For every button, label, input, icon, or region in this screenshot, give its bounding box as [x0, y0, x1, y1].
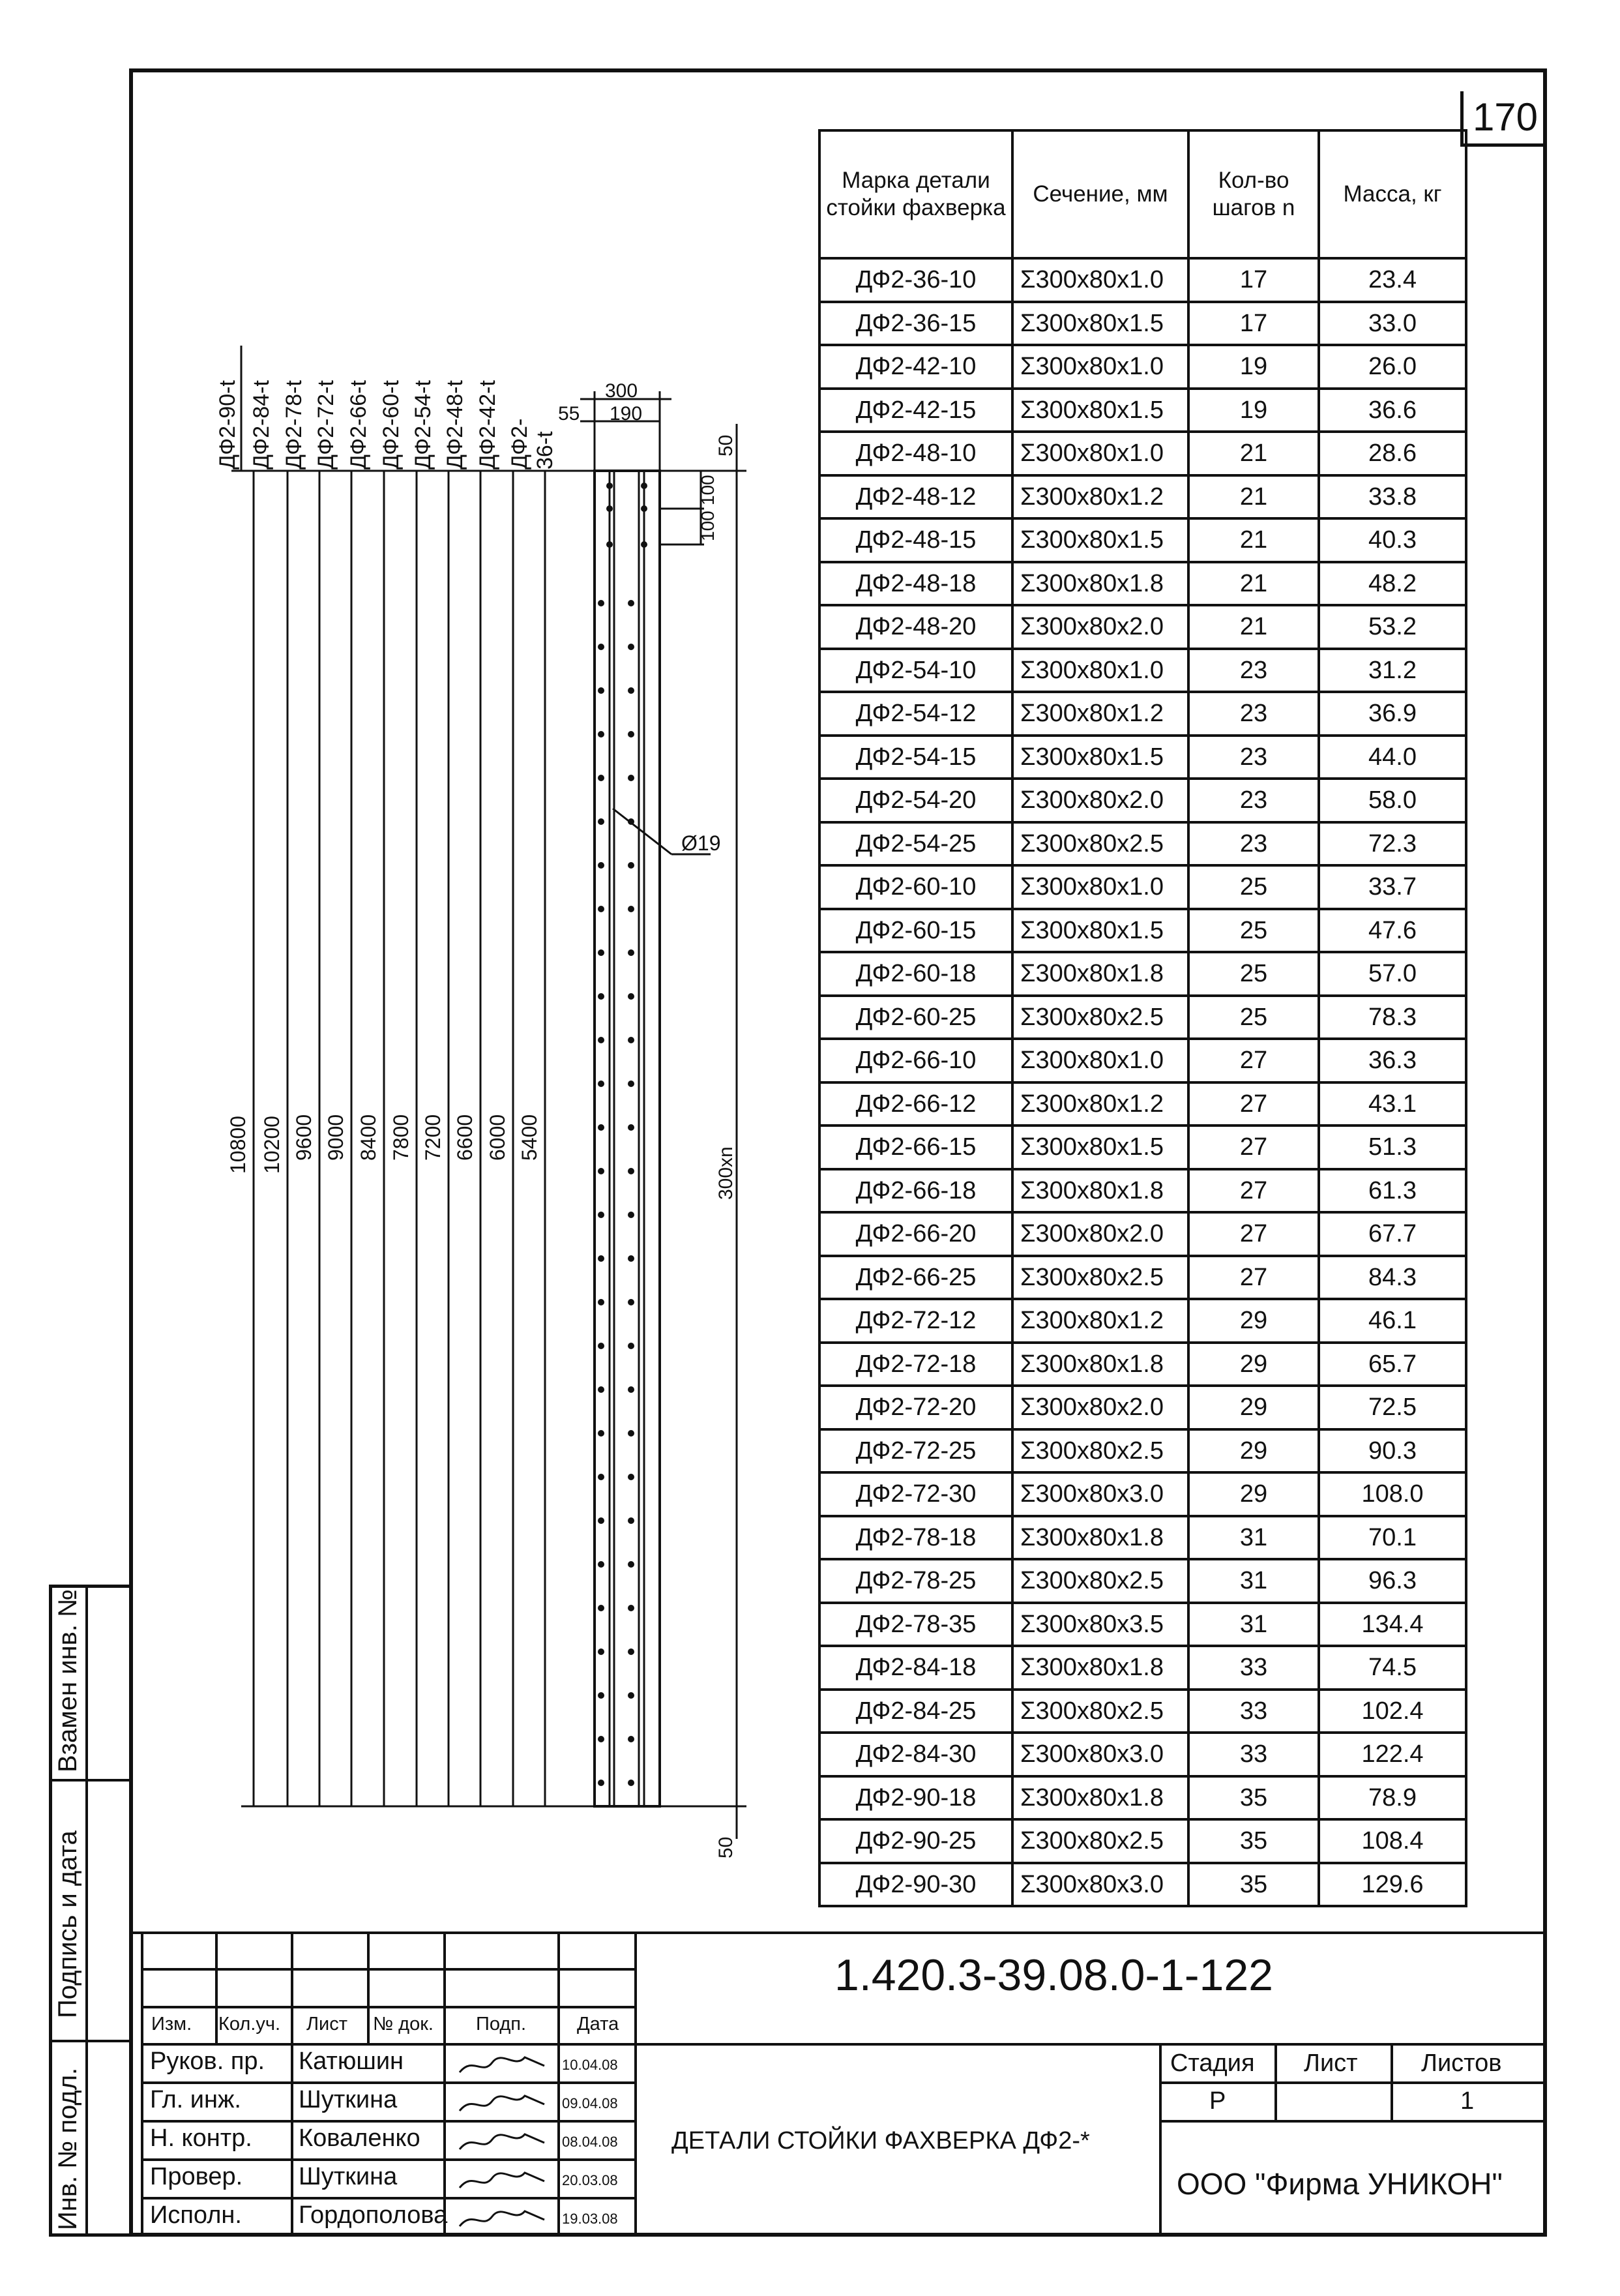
cell-section: Σ300х80х1.5: [1012, 518, 1188, 562]
mark-label: ДФ2-48-t: [443, 380, 467, 470]
dim-50-top: 50: [715, 434, 737, 456]
cell-section: Σ300х80х1.8: [1012, 1343, 1188, 1386]
cell-mass: 65.7: [1319, 1343, 1466, 1386]
mark-label: ДФ2-84-t: [249, 380, 274, 470]
role-date: 20.03.08: [562, 2172, 618, 2188]
cell-section: Σ300х80х1.2: [1012, 1299, 1188, 1343]
side-label-signature-date: Подпись и дата: [53, 1830, 82, 2018]
cell-steps: 21: [1188, 518, 1319, 562]
role-date: 19.03.08: [562, 2211, 618, 2227]
cell-mass: 78.9: [1319, 1776, 1466, 1820]
mark-label: ДФ2-90-t: [215, 380, 240, 470]
sheets-label: Листов: [1421, 2050, 1502, 2077]
cell-section: Σ300х80х2.0: [1012, 779, 1188, 822]
sheets-value: 1: [1460, 2087, 1475, 2115]
role-name: Коваленко: [299, 2125, 420, 2152]
cell-section: Σ300х80х3.0: [1012, 1863, 1188, 1907]
cell-steps: 35: [1188, 1819, 1319, 1863]
cell-mark: ДФ2-66-18: [819, 1169, 1012, 1213]
cell-section: Σ300х80х2.5: [1012, 1559, 1188, 1603]
cell-mass: 44.0: [1319, 736, 1466, 779]
dim-190: 190: [610, 403, 643, 425]
role-name: Катюшин: [299, 2048, 404, 2075]
cell-mass: 108.4: [1319, 1819, 1466, 1863]
cell-section: Σ300х80х1.5: [1012, 302, 1188, 346]
cell-section: Σ300х80х2.5: [1012, 996, 1188, 1039]
cell-steps: 33: [1188, 1690, 1319, 1733]
cell-section: Σ300х80х1.0: [1012, 432, 1188, 475]
cell-steps: 23: [1188, 649, 1319, 693]
role-name: Шуткина: [299, 2086, 398, 2113]
cell-mark: ДФ2-72-30: [819, 1472, 1012, 1516]
cell-mark: ДФ2-84-30: [819, 1733, 1012, 1776]
cell-mark: ДФ2-48-20: [819, 605, 1012, 649]
cell-mass: 36.6: [1319, 389, 1466, 432]
cell-steps: 29: [1188, 1472, 1319, 1516]
cell-mass: 43.1: [1319, 1082, 1466, 1126]
cell-steps: 25: [1188, 952, 1319, 996]
cell-mark: ДФ2-90-18: [819, 1776, 1012, 1820]
cell-section: Σ300х80х1.8: [1012, 952, 1188, 996]
cell-steps: 29: [1188, 1429, 1319, 1473]
cell-mark: ДФ2-66-10: [819, 1039, 1012, 1082]
cell-mark: ДФ2-60-25: [819, 996, 1012, 1039]
col-header-sign: Подп.: [476, 2014, 527, 2035]
length-label: 10800: [226, 1116, 250, 1174]
drawing-code: 1.420.3-39.08.0-1-122: [834, 1950, 1273, 2000]
cell-steps: 27: [1188, 1082, 1319, 1126]
cell-mass: 72.5: [1319, 1386, 1466, 1429]
cell-steps: 21: [1188, 562, 1319, 606]
cell-mass: 90.3: [1319, 1429, 1466, 1473]
cell-steps: 29: [1188, 1343, 1319, 1386]
cell-mass: 70.1: [1319, 1516, 1466, 1560]
cell-mark: ДФ2-84-25: [819, 1690, 1012, 1733]
cell-mark: ДФ2-60-18: [819, 952, 1012, 996]
cell-mark: ДФ2-78-18: [819, 1516, 1012, 1560]
cell-mass: 108.0: [1319, 1472, 1466, 1516]
cell-section: Σ300х80х1.8: [1012, 1776, 1188, 1820]
cell-steps: 23: [1188, 822, 1319, 866]
cell-steps: 31: [1188, 1516, 1319, 1560]
dim-100-a: 100: [698, 475, 718, 505]
cell-steps: 17: [1188, 258, 1319, 302]
col-header-doc: № док.: [373, 2014, 434, 2035]
header-section: Сечение, мм: [1012, 130, 1188, 258]
dim-55: 55: [558, 403, 580, 425]
mark-label: ДФ2-60-t: [379, 380, 404, 470]
length-label: 7800: [389, 1114, 413, 1161]
cell-steps: 27: [1188, 1212, 1319, 1256]
cell-mark: ДФ2-48-18: [819, 562, 1012, 606]
side-label-replaced-inv: Взамен инв. №: [53, 1588, 82, 1772]
cell-section: Σ300х80х1.0: [1012, 1039, 1188, 1082]
cell-mass: 51.3: [1319, 1126, 1466, 1169]
cell-mass: 36.9: [1319, 692, 1466, 736]
cell-mass: 33.8: [1319, 475, 1466, 519]
signature-icon: [453, 2165, 551, 2198]
header-mark: Марка детали стойки фахверка: [819, 130, 1012, 258]
cell-mass: 74.5: [1319, 1646, 1466, 1690]
cell-section: Σ300х80х3.5: [1012, 1603, 1188, 1647]
cell-mark: ДФ2-78-25: [819, 1559, 1012, 1603]
cell-mark: ДФ2-54-15: [819, 736, 1012, 779]
cell-section: Σ300х80х2.0: [1012, 1212, 1188, 1256]
role-date: 08.04.08: [562, 2134, 618, 2150]
cell-section: Σ300х80х1.5: [1012, 389, 1188, 432]
role-title: Исполн.: [150, 2201, 242, 2229]
cell-mass: 47.6: [1319, 909, 1466, 953]
length-label: 5400: [518, 1114, 541, 1161]
dim-300: 300: [605, 380, 638, 402]
cell-mass: 102.4: [1319, 1690, 1466, 1733]
cell-section: Σ300х80х1.8: [1012, 1646, 1188, 1690]
cell-steps: 17: [1188, 302, 1319, 346]
cell-mark: ДФ2-66-25: [819, 1256, 1012, 1300]
cell-mass: 67.7: [1319, 1212, 1466, 1256]
length-label: 10200: [260, 1116, 284, 1174]
cell-steps: 31: [1188, 1559, 1319, 1603]
cell-section: Σ300х80х2.0: [1012, 1386, 1188, 1429]
cell-section: Σ300х80х2.5: [1012, 1690, 1188, 1733]
cell-mark: ДФ2-72-20: [819, 1386, 1012, 1429]
sheet-label: Лист: [1304, 2050, 1358, 2077]
dim-300n: 300хn: [715, 1146, 737, 1200]
cell-mark: ДФ2-54-20: [819, 779, 1012, 822]
cell-mark: ДФ2-66-12: [819, 1082, 1012, 1126]
cell-mass: 58.0: [1319, 779, 1466, 822]
cell-mass: 26.0: [1319, 345, 1466, 389]
cell-steps: 23: [1188, 692, 1319, 736]
cell-mass: 53.2: [1319, 605, 1466, 649]
cell-steps: 35: [1188, 1863, 1319, 1907]
cell-steps: 21: [1188, 475, 1319, 519]
length-label: 8400: [357, 1114, 380, 1161]
cell-mark: ДФ2-48-12: [819, 475, 1012, 519]
cell-mass: 33.0: [1319, 302, 1466, 346]
cell-section: Σ300х80х1.0: [1012, 649, 1188, 693]
col-header-date: Дата: [577, 2014, 619, 2035]
cell-section: Σ300х80х1.0: [1012, 865, 1188, 909]
cell-mark: ДФ2-60-15: [819, 909, 1012, 953]
cell-mark: ДФ2-54-10: [819, 649, 1012, 693]
cell-steps: 35: [1188, 1776, 1319, 1820]
role-date: 09.04.08: [562, 2095, 618, 2111]
cell-steps: 25: [1188, 909, 1319, 953]
role-title: Н. контр.: [150, 2125, 252, 2152]
header-mass: Масса, кг: [1319, 130, 1466, 258]
stage-value: Р: [1209, 2087, 1226, 2115]
cell-steps: 21: [1188, 432, 1319, 475]
cell-mark: ДФ2-54-12: [819, 692, 1012, 736]
cell-steps: 29: [1188, 1299, 1319, 1343]
cell-section: Σ300х80х1.0: [1012, 258, 1188, 302]
cell-mass: 48.2: [1319, 562, 1466, 606]
dim-50-bottom: 50: [715, 1836, 737, 1858]
cell-mark: ДФ2-72-25: [819, 1429, 1012, 1473]
cell-mark: ДФ2-42-10: [819, 345, 1012, 389]
cell-section: Σ300х80х1.2: [1012, 692, 1188, 736]
cell-mark: ДФ2-84-18: [819, 1646, 1012, 1690]
cell-mark: ДФ2-60-10: [819, 865, 1012, 909]
role-title: Руков. пр.: [150, 2048, 265, 2075]
cell-mass: 31.2: [1319, 649, 1466, 693]
length-label: 9600: [292, 1114, 316, 1161]
cell-mass: 122.4: [1319, 1733, 1466, 1776]
cell-mark: ДФ2-72-18: [819, 1343, 1012, 1386]
col-header-list: Лист: [306, 2014, 348, 2035]
cell-section: Σ300х80х1.2: [1012, 1082, 1188, 1126]
cell-steps: 33: [1188, 1733, 1319, 1776]
length-label: 9000: [324, 1114, 347, 1161]
side-label-original-inv: Инв. № подл.: [53, 2067, 82, 2230]
signature-icon: [453, 2126, 551, 2159]
cell-mass: 28.6: [1319, 432, 1466, 475]
cell-mark: ДФ2-90-30: [819, 1863, 1012, 1907]
company-name: ООО "Фирма УНИКОН": [1177, 2167, 1503, 2201]
cell-mass: 78.3: [1319, 996, 1466, 1039]
cell-mark: ДФ2-48-15: [819, 518, 1012, 562]
mark-label: ДФ2-78-t: [282, 380, 306, 470]
hole-diameter: Ø19: [681, 831, 721, 855]
cell-mark: ДФ2-48-10: [819, 432, 1012, 475]
cell-steps: 33: [1188, 1646, 1319, 1690]
cell-section: Σ300х80х1.2: [1012, 475, 1188, 519]
cell-mark: ДФ2-66-20: [819, 1212, 1012, 1256]
cell-mass: 40.3: [1319, 518, 1466, 562]
role-title: Гл. инж.: [150, 2086, 241, 2113]
mark-label: ДФ2-54-t: [411, 380, 435, 470]
cell-mark: ДФ2-90-25: [819, 1819, 1012, 1863]
role-title: Провер.: [150, 2163, 243, 2190]
cell-section: Σ300х80х3.0: [1012, 1733, 1188, 1776]
cell-steps: 29: [1188, 1386, 1319, 1429]
stage-label: Стадия: [1170, 2050, 1255, 2077]
cell-mass: 129.6: [1319, 1863, 1466, 1907]
cell-steps: 23: [1188, 779, 1319, 822]
cell-section: Σ300х80х2.0: [1012, 605, 1188, 649]
cell-mass: 46.1: [1319, 1299, 1466, 1343]
header-steps: Кол-во шагов n: [1188, 130, 1319, 258]
role-date: 10.04.08: [562, 2057, 618, 2073]
mark-label: ДФ2-72-t: [314, 380, 338, 470]
cell-steps: 25: [1188, 996, 1319, 1039]
cell-mark: ДФ2-72-12: [819, 1299, 1012, 1343]
cell-steps: 19: [1188, 389, 1319, 432]
cell-section: Σ300х80х2.5: [1012, 822, 1188, 866]
cell-section: Σ300х80х1.8: [1012, 1169, 1188, 1213]
signature-icon: [453, 2088, 551, 2121]
cell-mark: ДФ2-42-15: [819, 389, 1012, 432]
cell-section: Σ300х80х1.5: [1012, 909, 1188, 953]
col-header-izm: Изм.: [151, 2014, 192, 2035]
cell-section: Σ300х80х2.5: [1012, 1819, 1188, 1863]
cell-section: Σ300х80х1.8: [1012, 1516, 1188, 1560]
mark-label: ДФ2-36-t: [507, 418, 557, 470]
cell-section: Σ300х80х2.5: [1012, 1256, 1188, 1300]
cell-mark: ДФ2-36-10: [819, 258, 1012, 302]
mark-label: ДФ2-42-t: [475, 380, 500, 470]
drawing-title: ДЕТАЛИ СТОЙКИ ФАХВЕРКА ДФ2-*: [671, 2127, 1090, 2154]
cell-section: Σ300х80х1.5: [1012, 736, 1188, 779]
cell-steps: 27: [1188, 1039, 1319, 1082]
cell-section: Σ300х80х1.0: [1012, 345, 1188, 389]
cell-mark: ДФ2-66-15: [819, 1126, 1012, 1169]
cell-steps: 25: [1188, 865, 1319, 909]
length-label: 7200: [421, 1114, 445, 1161]
cell-mark: ДФ2-78-35: [819, 1603, 1012, 1647]
cell-steps: 27: [1188, 1169, 1319, 1213]
length-label: 6000: [486, 1114, 509, 1161]
cell-mark: ДФ2-54-25: [819, 822, 1012, 866]
cell-mark: ДФ2-36-15: [819, 302, 1012, 346]
cell-mass: 134.4: [1319, 1603, 1466, 1647]
cell-mass: 96.3: [1319, 1559, 1466, 1603]
cell-mass: 84.3: [1319, 1256, 1466, 1300]
cell-steps: 21: [1188, 605, 1319, 649]
mark-label: ДФ2-66-t: [346, 380, 371, 470]
cell-steps: 23: [1188, 736, 1319, 779]
cell-steps: 27: [1188, 1126, 1319, 1169]
cell-section: Σ300х80х3.0: [1012, 1472, 1188, 1516]
cell-steps: 31: [1188, 1603, 1319, 1647]
cell-section: Σ300х80х2.5: [1012, 1429, 1188, 1473]
cell-mass: 57.0: [1319, 952, 1466, 996]
cell-section: Σ300х80х1.5: [1012, 1126, 1188, 1169]
cell-mass: 33.7: [1319, 865, 1466, 909]
cell-steps: 27: [1188, 1256, 1319, 1300]
signature-icon: [453, 2203, 551, 2236]
role-name: Гордополова: [299, 2201, 448, 2229]
cell-mass: 23.4: [1319, 258, 1466, 302]
cell-section: Σ300х80х1.8: [1012, 562, 1188, 606]
signature-icon: [453, 2050, 551, 2082]
col-header-koluch: Кол.уч.: [218, 2014, 281, 2035]
length-label: 6600: [453, 1114, 477, 1161]
dim-100-b: 100: [698, 511, 718, 541]
cell-mass: 72.3: [1319, 822, 1466, 866]
cell-mass: 61.3: [1319, 1169, 1466, 1213]
role-name: Шуткина: [299, 2163, 398, 2190]
cell-mass: 36.3: [1319, 1039, 1466, 1082]
cell-steps: 19: [1188, 345, 1319, 389]
sheet-number: 170: [1460, 91, 1547, 147]
